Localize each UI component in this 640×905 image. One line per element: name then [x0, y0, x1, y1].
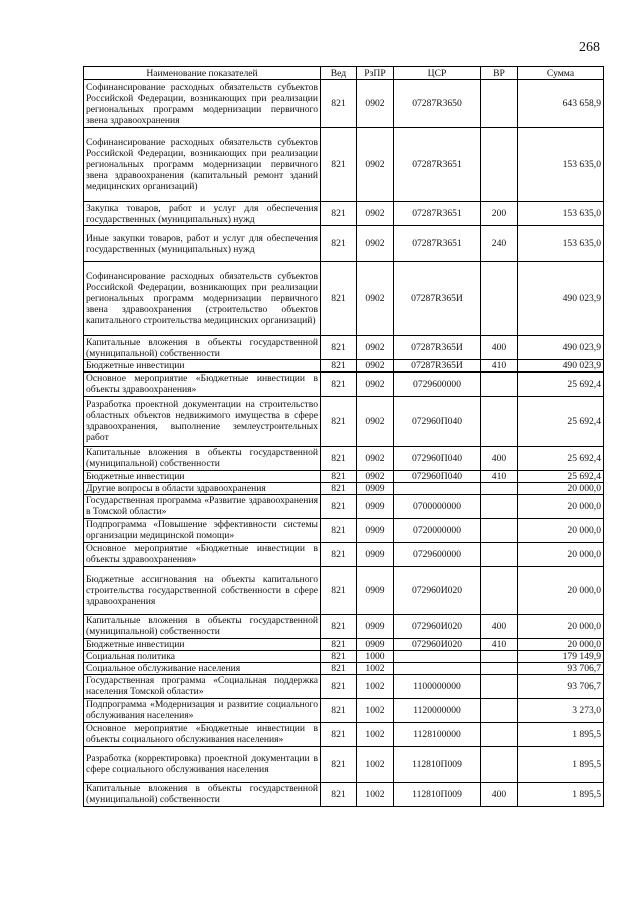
row-vr: [481, 396, 518, 446]
row-name: Разработка проектной документации на строительство областных объектов недвижимого имущества в сфере здравоохранения, выполнение землеустроительных работ: [84, 396, 321, 446]
row-ved: 821: [321, 470, 357, 482]
row-sum: 490 023,9: [518, 262, 604, 336]
row-sum: 1 895,5: [518, 782, 604, 806]
row-vr: [481, 128, 518, 202]
table-row: [84, 226, 604, 262]
header-name: Наименование показателей: [84, 67, 321, 80]
row-csr: 07287R365И: [394, 336, 481, 360]
row-name: Государственная программа «Социальная поддержка населения Томской области»: [84, 674, 321, 698]
row-name: Социальное обслуживание населения: [84, 662, 321, 674]
row-ved: 821: [321, 494, 357, 518]
row-ved: 821: [321, 674, 357, 698]
table-row: [84, 698, 604, 722]
row-sum: 25 692,4: [518, 470, 604, 482]
row-csr: 1128100000: [394, 722, 481, 746]
row-sum: 20 000,0: [518, 614, 604, 638]
table-row: [84, 638, 604, 650]
row-name: Социальная политика: [84, 650, 321, 662]
row-ved: 821: [321, 662, 357, 674]
row-name: Основное мероприятие «Бюджетные инвестиции в объекты здравоохранения»: [84, 372, 321, 396]
row-vr: [481, 518, 518, 542]
table-row: [84, 674, 604, 698]
table-row: [84, 336, 604, 360]
row-csr: [394, 662, 481, 674]
row-vr: [481, 566, 518, 614]
header-vr: ВР: [481, 67, 518, 80]
row-ved: 821: [321, 518, 357, 542]
row-csr: 07287R3651: [394, 202, 481, 226]
row-csr: 112810П009: [394, 782, 481, 806]
row-name: Бюджетные ассигнования на объекты капитального строительства государственной собственности в сфере здравоохранения: [84, 566, 321, 614]
row-vr: [481, 698, 518, 722]
row-csr: 07287R365И: [394, 360, 481, 373]
row-ved: 821: [321, 396, 357, 446]
row-rzpr: 0902: [357, 80, 394, 128]
row-sum: 1 895,5: [518, 722, 604, 746]
row-csr: [394, 650, 481, 662]
row-rzpr: 1002: [357, 746, 394, 782]
row-ved: 821: [321, 360, 357, 373]
table-row: [84, 262, 604, 336]
row-name: Софинансирование расходных обязательств субъектов Российской Федерации, возникающих при реализации региональных программ модернизации первичного звена здравоохранения: [84, 80, 321, 128]
header-sum: Сумма: [518, 67, 604, 80]
row-vr: 200: [481, 202, 518, 226]
row-sum: 490 023,9: [518, 360, 604, 373]
row-ved: 821: [321, 746, 357, 782]
row-ved: 821: [321, 650, 357, 662]
table-row: [84, 470, 604, 482]
row-csr: 0720000000: [394, 518, 481, 542]
row-name: Капитальные вложения в объекты государственной (муниципальной) собственности: [84, 446, 321, 470]
row-ved: 821: [321, 722, 357, 746]
row-vr: [481, 674, 518, 698]
row-name: Основное мероприятие «Бюджетные инвестиции в объекты социального обслуживания населения»: [84, 722, 321, 746]
row-vr: 410: [481, 638, 518, 650]
row-csr: 072960И020: [394, 638, 481, 650]
row-name: Другие вопросы в области здравоохранения: [84, 482, 321, 494]
page-number: 268: [579, 40, 600, 55]
row-sum: 20 000,0: [518, 482, 604, 494]
table-row: [84, 782, 604, 806]
table-row: [84, 518, 604, 542]
row-vr: [481, 722, 518, 746]
row-vr: [481, 262, 518, 336]
row-sum: 93 706,7: [518, 662, 604, 674]
row-ved: 821: [321, 698, 357, 722]
row-csr: 1100000000: [394, 674, 481, 698]
table-row: [84, 128, 604, 202]
table-header-row: [84, 67, 604, 80]
row-csr: 072960П040: [394, 470, 481, 482]
header-ved: Вед: [321, 67, 357, 80]
row-rzpr: 0909: [357, 542, 394, 566]
row-vr: [481, 662, 518, 674]
table-row: [84, 372, 604, 396]
row-rzpr: 0902: [357, 128, 394, 202]
row-sum: 25 692,4: [518, 372, 604, 396]
row-name: Бюджетные инвестиции: [84, 638, 321, 650]
header-rzpr: РзПР: [357, 67, 394, 80]
header-csr: ЦСР: [394, 67, 481, 80]
row-name: Софинансирование расходных обязательств субъектов Российской Федерации, возникающих при реализации региональных программ модернизации первичного звена здравоохранения (строительство объектов капитального строительства медицинских организаций): [84, 262, 321, 336]
table-row: [84, 494, 604, 518]
row-rzpr: 1002: [357, 662, 394, 674]
row-vr: 400: [481, 336, 518, 360]
table-row: [84, 446, 604, 470]
row-sum: 20 000,0: [518, 494, 604, 518]
row-csr: 07287R3650: [394, 80, 481, 128]
row-rzpr: 0902: [357, 262, 394, 336]
row-name: Закупка товаров, работ и услуг для обеспечения государственных (муниципальных) нужд: [84, 202, 321, 226]
row-sum: 153 635,0: [518, 226, 604, 262]
row-ved: 821: [321, 782, 357, 806]
row-sum: 179 149,9: [518, 650, 604, 662]
row-sum: 20 000,0: [518, 518, 604, 542]
row-vr: 400: [481, 446, 518, 470]
row-rzpr: 1002: [357, 698, 394, 722]
row-rzpr: 1002: [357, 722, 394, 746]
row-rzpr: 0909: [357, 482, 394, 494]
row-name: Бюджетные инвестиции: [84, 360, 321, 373]
row-rzpr: 0909: [357, 566, 394, 614]
row-csr: 072960И020: [394, 614, 481, 638]
table-row: [84, 202, 604, 226]
row-name: Капитальные вложения в объекты государственной (муниципальной) собственности: [84, 614, 321, 638]
row-name: Разработка (корректировка) проектной документации в сфере социального обслуживания населения: [84, 746, 321, 782]
row-sum: 25 692,4: [518, 396, 604, 446]
row-rzpr: 0902: [357, 202, 394, 226]
row-vr: 400: [481, 614, 518, 638]
row-sum: 93 706,7: [518, 674, 604, 698]
row-sum: 490 023,9: [518, 336, 604, 360]
row-name: Бюджетные инвестиции: [84, 470, 321, 482]
table-row: [84, 614, 604, 638]
row-sum: 20 000,0: [518, 638, 604, 650]
table-row: [84, 566, 604, 614]
row-csr: 112810П009: [394, 746, 481, 782]
row-ved: 821: [321, 128, 357, 202]
row-vr: [481, 650, 518, 662]
table-row: [84, 542, 604, 566]
row-ved: 821: [321, 202, 357, 226]
row-csr: 07287R365И: [394, 262, 481, 336]
row-sum: 25 692,4: [518, 446, 604, 470]
row-csr: 07287R3651: [394, 226, 481, 262]
row-vr: [481, 542, 518, 566]
row-name: Капитальные вложения в объекты государственной (муниципальной) собственности: [84, 782, 321, 806]
row-csr: 072960П040: [394, 396, 481, 446]
row-name: Государственная программа «Развитие здравоохранения в Томской области»: [84, 494, 321, 518]
table-row: [84, 80, 604, 128]
row-csr: 0729600000: [394, 372, 481, 396]
row-rzpr: 0909: [357, 638, 394, 650]
row-vr: 240: [481, 226, 518, 262]
row-vr: 410: [481, 470, 518, 482]
table-row: [84, 746, 604, 782]
row-rzpr: 0902: [357, 336, 394, 360]
row-rzpr: 0909: [357, 518, 394, 542]
row-vr: 410: [481, 360, 518, 373]
row-sum: 153 635,0: [518, 128, 604, 202]
row-name: Подпрограмма «Повышение эффективности системы организации медицинской помощи»: [84, 518, 321, 542]
row-name: Капитальные вложения в объекты государственной (муниципальной) собственности: [84, 336, 321, 360]
row-name: Иные закупки товаров, работ и услуг для обеспечения государственных (муниципальных) нужд: [84, 226, 321, 262]
row-csr: 0729600000: [394, 542, 481, 566]
row-ved: 821: [321, 638, 357, 650]
row-sum: 153 635,0: [518, 202, 604, 226]
row-rzpr: 0902: [357, 470, 394, 482]
row-rzpr: 0902: [357, 360, 394, 373]
row-name: Основное мероприятие «Бюджетные инвестиции в объекты здравоохранения»: [84, 542, 321, 566]
row-sum: 3 273,0: [518, 698, 604, 722]
table-row: [84, 360, 604, 373]
row-sum: 643 658,9: [518, 80, 604, 128]
row-rzpr: 0902: [357, 396, 394, 446]
row-vr: [481, 372, 518, 396]
row-rzpr: 1002: [357, 782, 394, 806]
row-name: Софинансирование расходных обязательств субъектов Российской Федерации, возникающих при реализации региональных программ модернизации первичного звена здравоохранения (капитальный ремонт зданий медицинских организаций): [84, 128, 321, 202]
row-ved: 821: [321, 372, 357, 396]
row-csr: [394, 482, 481, 494]
row-csr: 07287R3651: [394, 128, 481, 202]
row-rzpr: 1000: [357, 650, 394, 662]
row-ved: 821: [321, 226, 357, 262]
row-csr: 1120000000: [394, 698, 481, 722]
row-rzpr: 1002: [357, 674, 394, 698]
row-vr: [481, 80, 518, 128]
row-sum: 20 000,0: [518, 542, 604, 566]
budget-table: [83, 66, 604, 807]
table-row: [84, 662, 604, 674]
table-row: [84, 396, 604, 446]
table-row: [84, 482, 604, 494]
row-vr: [481, 482, 518, 494]
row-vr: 400: [481, 782, 518, 806]
row-ved: 821: [321, 482, 357, 494]
row-ved: 821: [321, 542, 357, 566]
row-ved: 821: [321, 336, 357, 360]
row-rzpr: 0902: [357, 446, 394, 470]
row-sum: 1 895,5: [518, 746, 604, 782]
row-rzpr: 0909: [357, 494, 394, 518]
row-ved: 821: [321, 80, 357, 128]
row-ved: 821: [321, 566, 357, 614]
row-vr: [481, 494, 518, 518]
row-rzpr: 0909: [357, 614, 394, 638]
table-body: [84, 80, 604, 807]
row-csr: 072960И020: [394, 566, 481, 614]
row-ved: 821: [321, 446, 357, 470]
row-ved: 821: [321, 262, 357, 336]
row-sum: 20 000,0: [518, 566, 604, 614]
row-csr: 072960П040: [394, 446, 481, 470]
row-rzpr: 0902: [357, 372, 394, 396]
row-csr: 0700000000: [394, 494, 481, 518]
row-name: Подпрограмма «Модернизация и развитие социального обслуживания населения»: [84, 698, 321, 722]
table-row: [84, 650, 604, 662]
row-vr: [481, 746, 518, 782]
row-ved: 821: [321, 614, 357, 638]
table-row: [84, 722, 604, 746]
row-rzpr: 0902: [357, 226, 394, 262]
